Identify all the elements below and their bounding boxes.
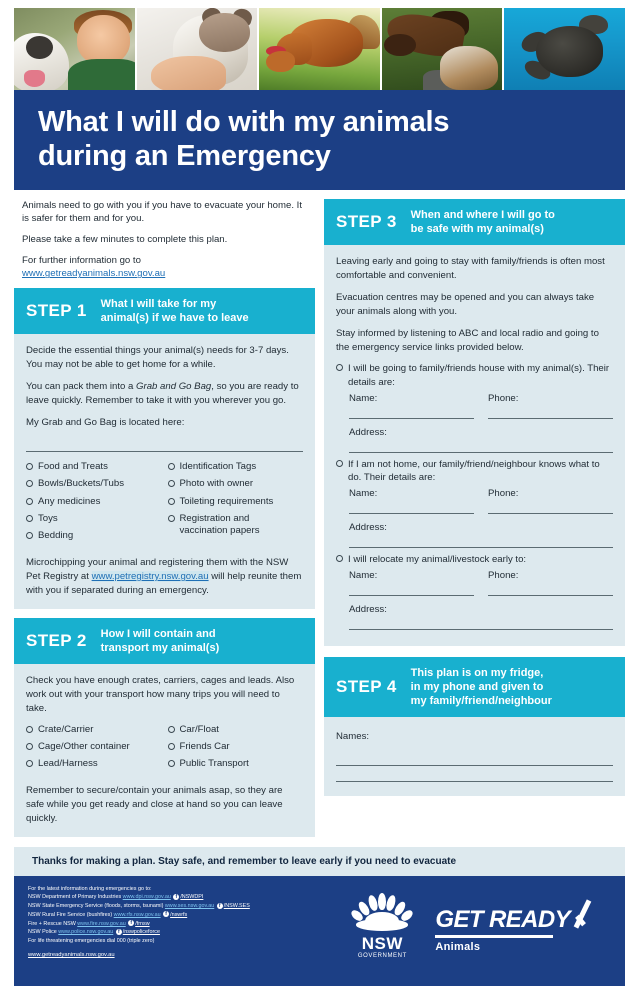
intro-paragraph-2: Please take a few minutes to complete this plan. bbox=[22, 234, 228, 246]
intro-paragraph-3: For further information go to www.getreadyanimals.nsw.gov.au bbox=[22, 254, 166, 280]
checkbox-public-transport[interactable]: Public Transport bbox=[168, 758, 304, 770]
checkbox-bowls-buckets-tubs[interactable]: Bowls/Buckets/Tubs bbox=[26, 478, 162, 490]
phone-label: Phone: bbox=[488, 392, 519, 404]
page-title-line-1: What I will do with my animals bbox=[38, 106, 450, 138]
page-title-line-2: during an Emergency bbox=[38, 139, 331, 172]
checkbox-going-to-family-friends[interactable]: I will be going to family/friends house with my animal(s). Their details are: bbox=[336, 362, 613, 388]
bag-location-input-line[interactable] bbox=[26, 438, 303, 452]
header-photo-strip bbox=[14, 8, 625, 90]
step-1-paragraph-1: Decide the essential things your animal(s) needs for 3-7 days. You may not be able to get home for a while. bbox=[26, 345, 289, 370]
footer-row-rfs: NSW Rural Fire Service (bushfires) www.rfs.nsw.gov.au f /nswrfs bbox=[28, 911, 188, 918]
footer-main-url-row bbox=[28, 951, 250, 960]
step-2-checklist-right bbox=[168, 724, 304, 776]
checkbox-icon[interactable] bbox=[26, 480, 33, 487]
nsw-logo-subtext: GOVERNMENT bbox=[357, 952, 407, 959]
checkbox-not-home-neighbour-knows[interactable]: If I am not home, our family/friend/neighbour knows what to do. Their details are: bbox=[336, 458, 613, 484]
name-label: Name: bbox=[349, 570, 378, 582]
step-1-paragraph-2: You can pack them into a Grab and Go Bag, so you are ready to leave quickly. Remember to take it with you wherever you go. bbox=[26, 380, 299, 406]
step-1-description: What I will take for my animal(s) if we have to leave bbox=[100, 297, 249, 324]
dpi-url-link[interactable]: www.dpi.nsw.gov.au bbox=[122, 894, 171, 901]
facebook-icon: f bbox=[217, 903, 223, 909]
ses-url-link[interactable]: www.ses.nsw.gov.au bbox=[164, 903, 215, 910]
step-1-checklist-right bbox=[168, 461, 304, 548]
checkbox-icon[interactable] bbox=[168, 498, 175, 505]
pet-registry-link[interactable]: www.petregistry.nsw.gov.au bbox=[91, 570, 209, 582]
intro-paragraph-1: Animals need to go with you if you have to evacuate your home. It is safer for them and for you. bbox=[22, 199, 302, 225]
frnsw-url-link[interactable]: www.fire.nsw.gov.au bbox=[77, 920, 126, 927]
step-2-checklist bbox=[26, 724, 303, 776]
option-2-fields bbox=[336, 484, 613, 548]
checkbox-icon[interactable] bbox=[336, 460, 343, 467]
name-input-line[interactable] bbox=[349, 501, 474, 514]
step-3-paragraph-2: Evacuation centres may be opened and you can always take your animals along with you. bbox=[336, 291, 595, 317]
checkbox-toileting-requirements[interactable]: Toileting requirements bbox=[168, 496, 304, 508]
page-title-band bbox=[14, 90, 625, 190]
checkbox-icon[interactable] bbox=[168, 463, 175, 470]
checkbox-relocate-livestock-early[interactable]: I will relocate my animal/livestock early to: bbox=[336, 553, 613, 566]
checkbox-toys[interactable]: Toys bbox=[26, 513, 162, 525]
step-3-number: STEP 3 bbox=[336, 211, 397, 231]
step-4-names-label: Names: bbox=[336, 731, 370, 743]
checkbox-identification-tags[interactable]: Identification Tags bbox=[168, 461, 304, 473]
facebook-icon: f bbox=[173, 894, 179, 900]
step-3-option-2 bbox=[336, 458, 613, 548]
step-1-body bbox=[14, 334, 315, 609]
option-3-fields bbox=[336, 566, 613, 630]
get-ready-animals-logo bbox=[435, 898, 599, 953]
checkbox-icon[interactable] bbox=[168, 743, 175, 750]
step-2-paragraph-2: Remember to secure/contain your animals asap, so they are safe while you get ready and close at hand so you can leave quickly. bbox=[26, 784, 283, 824]
police-social-handle[interactable]: /nswpoliceforce bbox=[122, 929, 160, 936]
step-1-bag-location-label: My Grab and Go Bag is located here: bbox=[26, 416, 185, 428]
checkbox-icon[interactable] bbox=[26, 726, 33, 733]
step-1-checklist bbox=[26, 461, 303, 548]
footer-row-dpi: NSW Department of Primary Industries www.dpi.nsw.gov.au f /NSWDPI bbox=[28, 893, 204, 901]
address-label: Address: bbox=[349, 604, 387, 616]
rfs-social-handle[interactable]: /nswrfs bbox=[170, 911, 188, 918]
step-2-header bbox=[14, 618, 315, 664]
phone-input-line[interactable] bbox=[488, 583, 613, 596]
checkbox-cage-other-container[interactable]: Cage/Other container bbox=[26, 741, 162, 753]
facebook-icon: f bbox=[163, 911, 169, 917]
footer-row-ses: NSW State Emergency Service (floods, storms, tsunami) www.ses.nsw.gov.au f /NSW.SES bbox=[28, 902, 250, 910]
checkbox-icon[interactable] bbox=[26, 760, 33, 767]
checkbox-icon[interactable] bbox=[26, 498, 33, 505]
checkbox-crate-carrier[interactable]: Crate/Carrier bbox=[26, 724, 162, 736]
footer-row-police: NSW Police www.police.nsw.gov.au f /nswpoliceforce bbox=[28, 928, 160, 936]
tick-icon bbox=[573, 898, 599, 932]
checkbox-icon[interactable] bbox=[26, 743, 33, 750]
address-input-line[interactable] bbox=[349, 617, 613, 630]
checkbox-icon[interactable] bbox=[26, 532, 33, 539]
checkbox-any-medicines[interactable]: Any medicines bbox=[26, 496, 162, 508]
footer-heading: For the latest information during emergencies go to: bbox=[28, 885, 152, 892]
checkbox-icon[interactable] bbox=[336, 555, 343, 562]
checkbox-icon[interactable] bbox=[336, 364, 343, 371]
checkbox-icon[interactable] bbox=[168, 726, 175, 733]
footer-logos bbox=[351, 885, 611, 959]
footer-contacts bbox=[28, 885, 250, 961]
step-4-description: This plan is on my fridge, in my phone and given to my family/friend/neighbour bbox=[410, 667, 552, 708]
photo-cat-held bbox=[137, 8, 258, 90]
checkbox-icon[interactable] bbox=[168, 515, 175, 522]
getready-animals-link[interactable]: www.getreadyanimals.nsw.gov.au bbox=[22, 268, 166, 280]
checkbox-icon[interactable] bbox=[168, 760, 175, 767]
option-1-fields bbox=[336, 389, 613, 453]
step-3-paragraph-1: Leaving early and going to stay with family/friends is often most comfortable and convenient. bbox=[336, 256, 605, 281]
intro-text bbox=[14, 199, 315, 281]
step-2-checklist-left bbox=[26, 724, 162, 776]
step-2-number: STEP 2 bbox=[26, 630, 87, 650]
name-input-line[interactable] bbox=[349, 583, 474, 596]
get-ready-logo-text: GET READY bbox=[435, 906, 570, 934]
footer-row-frnsw: Fire + Rescue NSW www.fire.nsw.gov.au f /frnsw bbox=[28, 920, 150, 927]
checkbox-photo-with-owner[interactable]: Photo with owner bbox=[168, 478, 304, 490]
ses-social-handle[interactable]: /NSW.SES bbox=[223, 903, 250, 910]
page-footer bbox=[14, 876, 625, 986]
step-3-option-3 bbox=[336, 553, 613, 630]
step-4-header bbox=[324, 657, 625, 717]
footer-emergency-line: For life threatening emergencies dial 000 (triple zero) bbox=[28, 938, 155, 945]
photo-chicken bbox=[259, 8, 380, 90]
name-label: Name: bbox=[349, 392, 378, 404]
checkbox-car-float[interactable]: Car/Float bbox=[168, 724, 304, 736]
phone-input-line[interactable] bbox=[488, 406, 613, 419]
step-2-body bbox=[14, 664, 315, 837]
step-3-paragraph-3: Stay informed by listening to ABC and local radio and going to the emergency service links provided below. bbox=[336, 327, 599, 353]
step-4-body bbox=[324, 717, 625, 796]
step-1-microchip-note: Microchipping your animal and registering them with the NSW Pet Registry at www.petregistry.nsw.gov.au will help reunite them with you if separated during an emergency. bbox=[26, 556, 302, 596]
checkbox-icon[interactable] bbox=[26, 515, 33, 522]
checkbox-icon[interactable] bbox=[26, 463, 33, 470]
page-title bbox=[38, 106, 603, 174]
rfs-url-link[interactable]: www.rfs.nsw.gov.au bbox=[113, 911, 161, 918]
photo-horse-and-dog bbox=[382, 8, 503, 90]
address-input-line[interactable] bbox=[349, 535, 613, 548]
facebook-icon: f bbox=[116, 929, 122, 935]
police-url-link[interactable]: www.police.nsw.gov.au bbox=[58, 929, 114, 936]
step-1-checklist-left bbox=[26, 461, 162, 548]
address-label: Address: bbox=[349, 426, 387, 438]
step-1-number: STEP 1 bbox=[26, 300, 87, 320]
nsw-logo-text: NSW bbox=[361, 933, 403, 953]
address-label: Address: bbox=[349, 522, 387, 534]
content-columns bbox=[14, 199, 625, 837]
step-1-header bbox=[14, 288, 315, 334]
address-input-line[interactable] bbox=[349, 440, 613, 453]
checkbox-icon[interactable] bbox=[168, 480, 175, 487]
step-4-number: STEP 4 bbox=[336, 677, 397, 697]
thanks-banner: Thanks for making a plan. Stay safe, and remember to leave early if you need to evacuate bbox=[14, 847, 625, 876]
step-3-body bbox=[324, 245, 625, 646]
dpi-social-handle[interactable]: /NSWDPI bbox=[180, 894, 204, 901]
right-column bbox=[324, 199, 625, 837]
name-label: Name: bbox=[349, 488, 378, 500]
frnsw-social-handle[interactable]: /frnsw bbox=[135, 920, 150, 927]
name-input-line[interactable] bbox=[349, 406, 474, 419]
step-3-header bbox=[324, 199, 625, 245]
checkbox-food-and-treats[interactable]: Food and Treats bbox=[26, 461, 162, 473]
facebook-icon: f bbox=[128, 920, 134, 926]
checkbox-registration-and-vaccination-papers[interactable]: Registration and vaccination papers bbox=[168, 513, 304, 538]
checkbox-lead-harness[interactable]: Lead/Harness bbox=[26, 758, 162, 770]
photo-boy-with-dog bbox=[14, 8, 135, 90]
get-ready-logo-subtext: Animals bbox=[435, 941, 481, 954]
logo-divider-bar bbox=[435, 935, 553, 938]
step-3-option-1 bbox=[336, 362, 613, 452]
checkbox-friends-car[interactable]: Friends Car bbox=[168, 741, 304, 753]
step-3-description: When and where I will go to be safe with my animal(s) bbox=[410, 208, 555, 235]
checkbox-bedding[interactable]: Bedding bbox=[26, 530, 162, 542]
nsw-government-logo bbox=[351, 893, 413, 959]
left-column bbox=[14, 199, 315, 837]
footer-main-url-link[interactable]: www.getreadyanimals.nsw.gov.au bbox=[28, 951, 115, 958]
photo-turtle bbox=[504, 8, 625, 90]
phone-input-line[interactable] bbox=[488, 501, 613, 514]
phone-label: Phone: bbox=[488, 488, 519, 500]
phone-label: Phone: bbox=[488, 570, 519, 582]
names-input-line-1[interactable] bbox=[336, 750, 613, 766]
step-2-paragraph-1: Check you have enough crates, carriers, cages and leads. Also work out with your transport how many trips you will need to take. bbox=[26, 674, 295, 714]
names-input-line-2[interactable] bbox=[336, 766, 613, 782]
step-2-description: How I will contain and transport my animal(s) bbox=[100, 627, 220, 654]
